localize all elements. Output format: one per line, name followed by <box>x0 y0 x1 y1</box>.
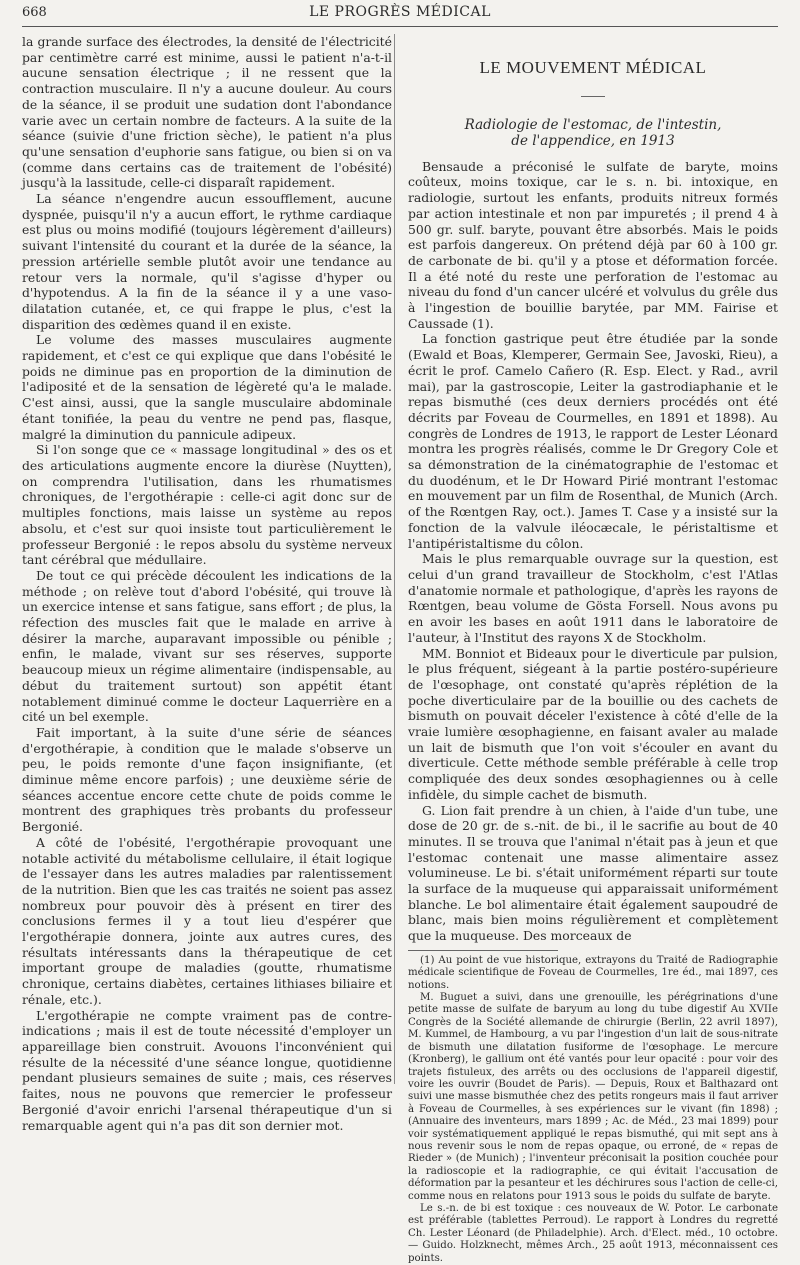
left-column <box>22 34 392 1133</box>
section-title: LE MOUVEMENT MÉDICAL <box>479 58 707 77</box>
footnote-3: Le s.-n. de bi est toxique : ces nouveaux de W. Potor. Le carbonate est préférable (tablettes Perroud). Le rapport à Londres du regretté Ch. Lester Léonard (de Philadelphie). Arch. d'Elect. méd., 10 octobre. — Guido. Holzknecht, mêmes Arch., 25 août 1913, méconnaissent ces points. <box>408 1202 778 1264</box>
right-paragraph-5: G. Lion fait prendre à un chien, à l'aide d'un tube, une dose de 20 gr. de s.-nit. de bi., il le sacrifie au bout de 40 minutes. Il se trouva que l'animal n'était pas à jeun et que l'estomac contenait une masse alimentaire assez volumineuse. Le bi. s'était uniformément réparti sur toute la surface de la muqueuse qui apparaissait uniformément blanche. Le bol alimentaire était également saupoudré de blanc, mais bien moins régulièrement et complètement que la muqueuse. Des morceaux de <box>408 802 778 944</box>
left-paragraph-7: A côté de l'obésité, l'ergothérapie provoquant une notable activité du métabolisme cellulaire, il était logique de l'essayer dans les autres maladies par ralentissement de la nutrition. Bien que les cas traités ne soient pas assez nombreux pour pouvoir dès à présent en tirer des conclusions fermes il y a tout lieu d'espérer que l'ergothérapie donnera, jointe aux autres cures, des résultats intéressants dans la thérapeutique de cet important groupe de maladies (goutte, rhumatisme chronique, certains diabètes, certaines lithiases biliaire et rénale, etc.). <box>22 834 392 1007</box>
footnote-2: M. Buguet a suivi, dans une grenouille, les pérégrinations d'une petite masse de sulfate de baryum au long du tube digestif Au XVIIe Congrès de la Société allemande de chirurgie (Berlin, 22 avril 1897), M. Kummel, de Hambourg, a vu par l'ingestion d'un lait de sous-nitrate de bismuth une dilatation fusiforme de l'œsophage. Le mercure (Kronberg), le gallium ont été vantés pour leur opacité : pour voir des trajets fistuleux, des arrêts ou des occlusions de l'appareil digestif, voire les ouvrir (Boudet de Paris). — Depuis, Roux et Balthazard ont suivi une masse bismuthée chez des petits rongeurs mais il faut arriver à Foveau de Courmelles, à ses expériences sur le vivant (fin 1898) ; (Annuaire des inventeurs, mars 1899 ; Ac. de Méd., 23 mai 1899) pour voir systématiquement appliqué le repas bismuthé, qui mit sept ans à nous revenir sous le nom de repas opaque, ou erroné, de « repas de Rieder » (de Munich) ; l'inventeur préconisait la position couchée pour la radioscopie et la radiographie, ce qui évitait l'accusation de déformation par la pesanteur et les déchirures sous l'action de celle-ci, comme nous en relatons pour 1913 sous le poids du sulfate de baryte. <box>408 992 778 1202</box>
page-number: 668 <box>22 5 47 20</box>
left-paragraph-1: la grande surface des électrodes, la densité de l'électricité par centimètre carré est minime, aussi le patient n'a-t-il aucune sensation électrique ; il ne ressent que la contraction musculaire. Il n'y a aucune douleur. Au cours de la séance, il se produit une sudation dont l'abondance varie avec un certain nombre de facteurs. A la suite de la séance (suivie d'une friction sèche), le patient n'a plus qu'une sensation d'euphorie sans fatigue, ou bien si on va (comme dans certains cas de traitement de l'obésité) jusqu'à la lassitude, celle-ci disparaît rapidement. <box>22 34 392 191</box>
right-paragraph-4: MM. Bonniot et Bideaux pour le diverticule par pulsion, le plus fréquent, siégeant à la partie postéro-supérieure de l'œsophage, ont constaté qu'après réplétion de la poche diverticulaire par de la bouillie ou des cachets de bismuth on pouvait déceler l'existence à côté d'elle de la vraie lumière œsophagienne, en faisant avaler au malade un lait de bismuth que l'on voit s'écouler en avant du diverticule. Cette méthode semble préférable à celle trop compliquée des deux sondes œsophagiennes ou à celle infidèle, du simple cachet de bismuth. <box>408 645 778 802</box>
page-header <box>22 4 778 26</box>
right-column <box>408 34 778 1265</box>
article-title <box>408 117 778 149</box>
left-paragraph-2: La séance n'engendre aucun essoufflement, aucune dyspnée, puisqu'il n'y a aucun effort, le rythme cardiaque est plus ou moins modifié (toujours légèrement d'ailleurs) suivant l'intensité du courant et la durée de la séance, la pression artérielle semble plutôt avoir une tendance au retour vers la normale, qu'il s'agisse d'hyper ou d'hypotendus. A la fin de la séance il y a une vaso-dilatation cutanée, et, ce qui frappe le plus, c'est la disparition des œdèmes quand il en existe. <box>22 191 392 332</box>
right-paragraph-2: La fonction gastrique peut être étudiée par la sonde (Ewald et Boas, Klemperer, Germain See, Javoski, Rieu), a écrit le prof. Camelo Cañero (R. Esp. Elect. y Rad., avril mai), par la gastroscopie, Leiter la gastrodiaphanie et le repas bismuthé (ces deux derniers procédés ont été décrits par Foveau de Courmelles, en 1891 et 1898). Au congrès de Londres de 1913, le rapport de Lester Léonard montra les progrès réalisés, comme le Dr Gregory Cole et sa démonstration de la cinématographie de l'estomac et du duodénum, et le Dr Howard Pirié montrant l'estomac en mouvement par un film de Rosenthal, de Munich (Arch. of the Rœntgen Ray, oct.). James T. Case y a insisté sur la fonction de la valvule iléocæcale, le péristaltisme et l'antipéristaltisme du côlon. <box>408 331 778 551</box>
footnotes <box>408 955 778 1265</box>
left-paragraph-5: De tout ce qui précède découlent les indications de la méthode ; on relève tout d'abord l'obésité, qui trouve là un exercice intense et sans fatigue, sans effort ; de plus, la réfection des muscles fait que le malade en arrive à désirer la marche, auparavant impossible ou pénible ; enfin, le malade, vivant sur ses réserves, supporte beaucoup mieux un régime alimentaire (indispensable, au début du traitement surtout) son appétit étant notablement diminué comme le docteur Laquerrière en a cité un bel exemple. <box>22 567 393 725</box>
right-paragraph-1: Bensaude a préconisé le sulfate de baryte, moins coûteux, moins toxique, car le s. n. bi. intoxique, en radiologie, surtout les enfants, produits nitreux formés par action intestinale et non par impuretés ; il prend 4 à 500 gr. sulf. baryte, pouvant être absorbés. Mais le poids est parfois dangereux. On prétend déjà par 60 à 100 gr. de carbonate de bi. qu'il y a ptose et déformation forcée. Il a été noté du reste une perforation de l'estomac au niveau du fond d'un cancer ulcéré et volvulus du grêle dus à l'ingestion de bouillie barytée, par MM. Fairise et Caussade (1). <box>408 158 778 331</box>
footnote-rule <box>408 950 558 951</box>
article-title-line2: de l'appendice, en 1913 <box>511 132 675 149</box>
header-rule <box>22 26 778 27</box>
journal-title: LE PROGRÈS MÉDICAL <box>309 4 491 20</box>
footnote-1: (1) Au point de vue historique, extrayons du Traité de Radiographie médicale scientifique de Foveau de Courmelles, 1re éd., mai 1897, ces notions. <box>408 954 778 991</box>
left-paragraph-4: Si l'on songe que ce « massage longitudinal » des os et des articulations augmente encore la diurèse (Nuytten), on comprendra l'utilisation, dans les rhumatismes chroniques, de l'ergothérapie : celle-ci agit donc sur de multiples fonctions, mais laisse un système au repos absolu, et c'est sur quoi insiste tout particulièrement le professeur Bergonié : le repos absolu du système nerveux tant cérébral que médullaire. <box>22 442 392 568</box>
left-paragraph-8: L'ergothérapie ne compte vraiment pas de contre-indications ; mais il est de toute nécessité d'employer un appareillage bien construit. Avouons l'inconvénient qui résulte de la nécessité d'une séance longue, quotidienne pendant plusieurs semaines de suite ; mais, ces réserves faites, nous ne pouvons que remercier le professeur Bergonié d'avoir enrichi l'arsenal thérapeutique d'un si remarquable agent qui n'a pas dit son dernier mot. <box>22 1007 392 1133</box>
article-title-line1: Radiologie de l'estomac, de l'intestin, <box>464 116 722 133</box>
column-divider <box>394 34 395 1084</box>
right-paragraph-3: Mais le plus remarquable ouvrage sur la question, est celui d'un grand travailleur de Stockholm, c'est l'Atlas d'anatomie normale et pathologique, d'après les rayons de Rœntgen, beau volume de Gösta Forsell. Nous avons pu en avoir les bases en août 1911 dans le laboratoire de l'auteur, à l'Institut des rayons X de Stockholm. <box>408 551 778 645</box>
left-paragraph-6: Fait important, à la suite d'une série de séances d'ergothérapie, à condition que le malade s'observe un peu, le poids remonte d'une façon insignifiante, (et diminue même encore parfois) ; une deuxième série de séances accentue encore cette chute de poids comme le montrent des graphiques très probants du professeur Bergonié. <box>22 724 392 835</box>
left-paragraph-3: Le volume des masses musculaires augmente rapidement, et c'est ce qui explique que dans l'obésité le poids ne diminue pas en proportion de la diminution de l'adiposité et de la sensation de légèreté qu'a le malade. C'est ainsi, aussi, que la sangle musculaire abdominale étant tonifiée, la peau du ventre ne pend pas, flasque, malgré la diminution du pannicule adipeux. <box>22 332 392 442</box>
title-dash <box>581 96 605 97</box>
